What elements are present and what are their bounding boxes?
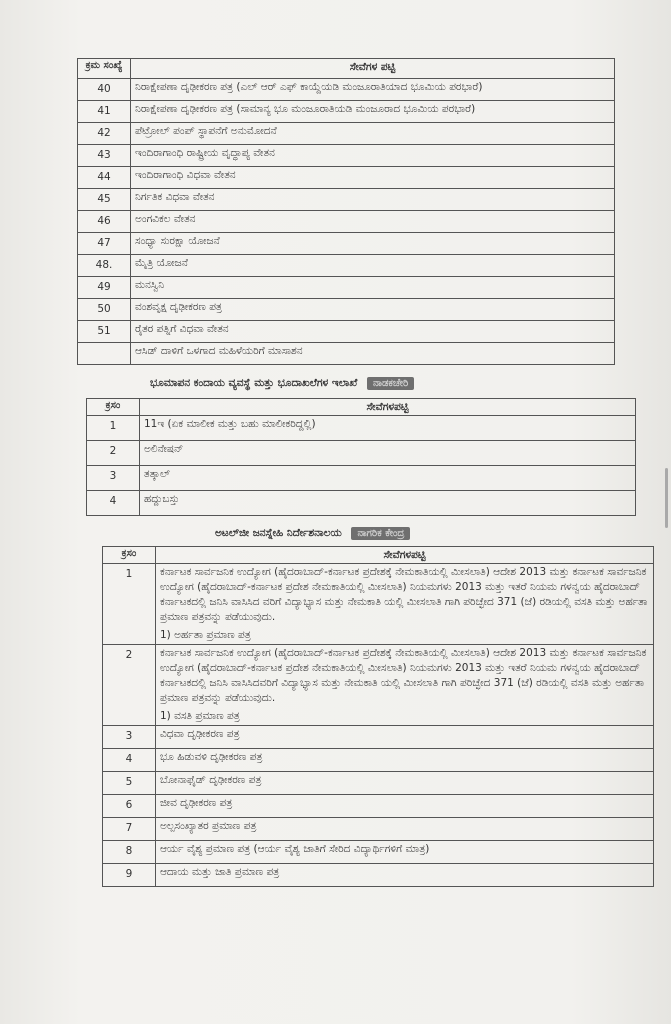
services-table-3: [102, 546, 654, 887]
table-row: [78, 299, 615, 321]
table-row: [87, 466, 636, 491]
row-service: ಬೋನಾಫೈಡ್ ದೃಢೀಕರಣ ಪತ್ರ: [156, 772, 654, 795]
table-row: [78, 277, 615, 299]
table-row: [103, 818, 654, 841]
row-number: 8: [103, 841, 156, 864]
services-list-header: ಸೇವೆಗಳಪಟ್ಟಿ: [156, 547, 654, 564]
row-service: ಮೈತ್ರಿ ಯೋಜನೆ: [131, 255, 615, 277]
row-number: 9: [103, 864, 156, 887]
services-list-header: ಸೇವೆಗಳಪಟ್ಟಿ: [140, 399, 636, 416]
row-number: 40: [78, 79, 131, 101]
table-row: [78, 101, 615, 123]
table-row: [103, 864, 654, 887]
service-description: ಕರ್ನಾಟಕ ಸಾರ್ವಜನಿಕ ಉದ್ಯೋಗ (ಹೈದರಾಬಾದ್-ಕರ್ನಾಟಕ ಪ್ರದೇಶಕ್ಕೆ ನೇಮಕಾತಿಯಲ್ಲಿ ಮೀಸಲಾತಿ) ಆದೇಶ 2013 ಮತ್ತು ಕರ್ನಾಟಕ ಸಾರ್ವಜನಿಕ ಉದ್ಯೋಗ (ಹೈದರಾಬಾದ್-ಕರ್ನಾಟಕ ಪ್ರದೇಶ ನೇಮಕಾತಿಯಲ್ಲಿ ಮೀಸಲಾತಿ) ನಿಯಮಗಳು 2013 ಮತ್ತು ಇತರೆ ನಿಯಮ ಗಳನ್ವಯ ಹೈದರಾಬಾದ್ ಕರ್ನಾಟಕದಲ್ಲಿ ಜನಿಸಿ ವಾಸಿಸಿದ ವರಿಗೆ ವಿದ್ಯಾಭ್ಯಾಸ ಮತ್ತು ನೇಮಕಾತಿ ಯಲ್ಲಿ ಮೀಸಲಾತಿ ಗಾಗಿ ಪರಿಚ್ಛೇದ 371 (ಜೆ) ರಡಿಯಲ್ಲಿ ವಸತಿ ಮತ್ತು ಅರ್ಹತಾ ಪ್ರಮಾಣ ಪತ್ರವನ್ನು ಪಡೆಯುವುದು.: [160, 566, 648, 623]
table-row: [103, 841, 654, 864]
row-number: 49: [78, 277, 131, 299]
table-row: [78, 233, 615, 255]
row-number: 7: [103, 818, 156, 841]
table-row: [103, 795, 654, 818]
row-service: ಹದ್ದುಬಸ್ತು: [140, 491, 636, 516]
table-row: [103, 772, 654, 795]
row-service: ಭೂ ಹಿಡುವಳಿ ದೃಢೀಕರಣ ಪತ್ರ: [156, 749, 654, 772]
row-service: [156, 645, 654, 726]
row-number: 50: [78, 299, 131, 321]
service-description: ಕರ್ನಾಟಕ ಸಾರ್ವಜನಿಕ ಉದ್ಯೋಗ (ಹೈದರಾಬಾದ್-ಕರ್ನಾಟಕ ಪ್ರದೇಶಕ್ಕೆ ನೇಮಕಾತಿಯಲ್ಲಿ ಮೀಸಲಾತಿ) ಆದೇಶ 2013 ಮತ್ತು ಕರ್ನಾಟಕ ಸಾರ್ವಜನಿಕ ಉದ್ಯೋಗ (ಹೈದರಾಬಾದ್-ಕರ್ನಾಟಕ ಪ್ರದೇಶ ನೇಮಕಾತಿಯಲ್ಲಿ ಮೀಸಲಾತಿ) ನಿಯಮಗಳು 2013 ಮತ್ತು ಇತರೆ ನಿಯಮ ಗಳನ್ವಯ ಹೈದರಾಬಾದ್ ಕರ್ನಾಟಕದಲ್ಲಿ ಜನಿಸಿ ವಾಸಿಸಿದವರಿಗೆ ವಿದ್ಯಾಭ್ಯಾಸ ಮತ್ತು ನೇಮಕಾತಿ ಯಲ್ಲಿ ಮೀಸಲಾತಿ ಗಾಗಿ ಪರಿಚ್ಛೇದ 371 (ಜೆ) ರಡಿಯಲ್ಲಿ ವಸತಿ ಮತ್ತು ಅರ್ಹತಾ ಪ್ರಮಾಣ ಪತ್ರವನ್ನು ಪಡೆಯುವುದು.: [160, 647, 647, 704]
row-service: ವಿಧವಾ ದೃಢೀಕರಣ ಪತ್ರ: [156, 726, 654, 749]
row-service: ಇಂದಿರಾಗಾಂಧಿ ವಿಧವಾ ವೇತನ: [131, 167, 615, 189]
row-number: 4: [87, 491, 140, 516]
row-service: ವಂಶವೃಕ್ಷ ದೃಢೀಕರಣ ಪತ್ರ: [131, 299, 615, 321]
department-heading-1: [150, 377, 414, 390]
row-number: 47: [78, 233, 131, 255]
row-service: 11ಇ (ಏಕ ಮಾಲೀಕ ಮತ್ತು ಬಹು ಮಾಲೀಕರಿದ್ದಲ್ಲಿ): [140, 416, 636, 441]
table-row: [78, 211, 615, 233]
row-number: 42: [78, 123, 131, 145]
row-number: 4: [103, 749, 156, 772]
row-number: 46: [78, 211, 131, 233]
heading-text: ಅಟಲ್‌ಜೀ ಜನಸ್ನೇಹಿ ನಿರ್ದೇಶನಾಲಯ: [215, 527, 342, 539]
row-service: ನಿರಾಕ್ಷೇಪಣಾ ದೃಢೀಕರಣ ಪತ್ರ (ಎಲ್ ಆರ್ ಎಫ್ ಕಾಯ್ದೆಯಡಿ ಮಂಜೂರಾತಿಯಾದ ಭೂಮಿಯ ಪರಭಾರೆ): [131, 79, 615, 101]
row-service: ಅಲಿನೇಷನ್: [140, 441, 636, 466]
services-table-1: [77, 58, 615, 365]
department-heading-2: [215, 527, 410, 540]
row-service: ಅಲ್ಪಸಂಖ್ಯಾತರ ಪ್ರಮಾಣ ಪತ್ರ: [156, 818, 654, 841]
row-service: ಸಂಧ್ಯಾ ಸುರಕ್ಷಾ ಯೋಜನೆ: [131, 233, 615, 255]
row-service: ರೈತರ ಪತ್ನಿಗೆ ವಿಧವಾ ವೇತನ: [131, 321, 615, 343]
row-number: 5: [103, 772, 156, 795]
heading-text: ಭೂಮಾಪನ ಕಂದಾಯ ವ್ಯವಸ್ಥೆ ಮತ್ತು ಭೂದಾಖಲೆಗಳ ಇಲಾಖೆ: [150, 377, 358, 389]
service-sub-item: 1) ವಸತಿ ಪ್ರಮಾಣ ಪತ್ರ: [160, 710, 240, 722]
row-service: ಆಸಿಡ್ ದಾಳಿಗೆ ಒಳಗಾದ ಮಹಿಳೆಯರಿಗೆ ಮಾಸಾಶನ: [131, 343, 615, 365]
row-number: 3: [87, 466, 140, 491]
row-service: ಜೀವ ದೃಢೀಕರಣ ಪತ್ರ: [156, 795, 654, 818]
table-row: [103, 564, 654, 645]
table-row: [78, 321, 615, 343]
serial-number-header: ಕ್ರಸಂ: [103, 547, 156, 564]
row-service: ಮನಸ್ವಿನಿ: [131, 277, 615, 299]
row-service: ನಿರ್ಗತಿಕ ವಿಧವಾ ವೇತನ: [131, 189, 615, 211]
row-number: 2: [103, 645, 156, 726]
highlight-stamp: ನಾಗರಿಕ ಕೇಂದ್ರ: [351, 527, 410, 540]
row-number: 6: [103, 795, 156, 818]
service-sub-item: 1) ಅರ್ಹತಾ ಪ್ರಮಾಣ ಪತ್ರ: [160, 629, 251, 641]
row-number: 45: [78, 189, 131, 211]
table-row: [78, 189, 615, 211]
table-row: [78, 145, 615, 167]
row-number: 44: [78, 167, 131, 189]
row-service: ಇಂದಿರಾಗಾಂಧಿ ರಾಷ್ಟ್ರೀಯ ವೃದ್ಧಾಪ್ಯ ವೇತನ: [131, 145, 615, 167]
table-row: [87, 416, 636, 441]
row-number: 51: [78, 321, 131, 343]
row-service: ಆದಾಯ ಮತ್ತು ಜಾತಿ ಪ್ರಮಾಣ ಪತ್ರ: [156, 864, 654, 887]
row-number: 48.: [78, 255, 131, 277]
row-number: 1: [87, 416, 140, 441]
row-service: ಪೆಟ್ರೋಲ್ ಪಂಪ್ ಸ್ಥಾಪನೆಗೆ ಅನುಮೋದನೆ: [131, 123, 615, 145]
row-service: ಆರ್ಯ ವೈಶ್ಯ ಪ್ರಮಾಣ ಪತ್ರ (ಆರ್ಯ ವೈಶ್ಯ ಜಾತಿಗೆ ಸೇರಿದ ವಿದ್ಯಾರ್ಥಿಗಳಿಗೆ ಮಾತ್ರ): [156, 841, 654, 864]
table-row: [78, 343, 615, 365]
table-row: [87, 491, 636, 516]
table-row: [103, 726, 654, 749]
scrollbar[interactable]: [665, 468, 668, 528]
services-list-header: ಸೇವೆಗಳ ಪಟ್ಟಿ: [131, 59, 615, 79]
row-number: 43: [78, 145, 131, 167]
table-row: [78, 79, 615, 101]
table-row: [103, 645, 654, 726]
table-row: [78, 123, 615, 145]
row-service: ನಿರಾಕ್ಷೇಪಣಾ ದೃಢೀಕರಣ ಪತ್ರ (ಸಾಮಾನ್ಯ ಭೂ ಮಂಜೂರಾತಿಯಡಿ ಮಂಜೂರಾದ ಭೂಮಿಯ ಪರಭಾರೆ): [131, 101, 615, 123]
row-service: ತತ್ಕಾಲ್: [140, 466, 636, 491]
row-service: ಅಂಗವಿಕಲ ವೇತನ: [131, 211, 615, 233]
serial-number-header: ಕ್ರಮ ಸಂಖ್ಯೆ: [78, 59, 131, 79]
table-row: [87, 441, 636, 466]
row-number: 41: [78, 101, 131, 123]
serial-number-header: ಕ್ರಸಂ: [87, 399, 140, 416]
table-row: [78, 255, 615, 277]
row-number: 1: [103, 564, 156, 645]
highlight-stamp: ನಾಡಕಚೇರಿ: [367, 377, 414, 390]
table-row: [78, 167, 615, 189]
row-number: 3: [103, 726, 156, 749]
table-row: [103, 749, 654, 772]
services-table-2: [86, 398, 636, 516]
row-number: [78, 343, 131, 365]
row-service: [156, 564, 654, 645]
row-number: 2: [87, 441, 140, 466]
